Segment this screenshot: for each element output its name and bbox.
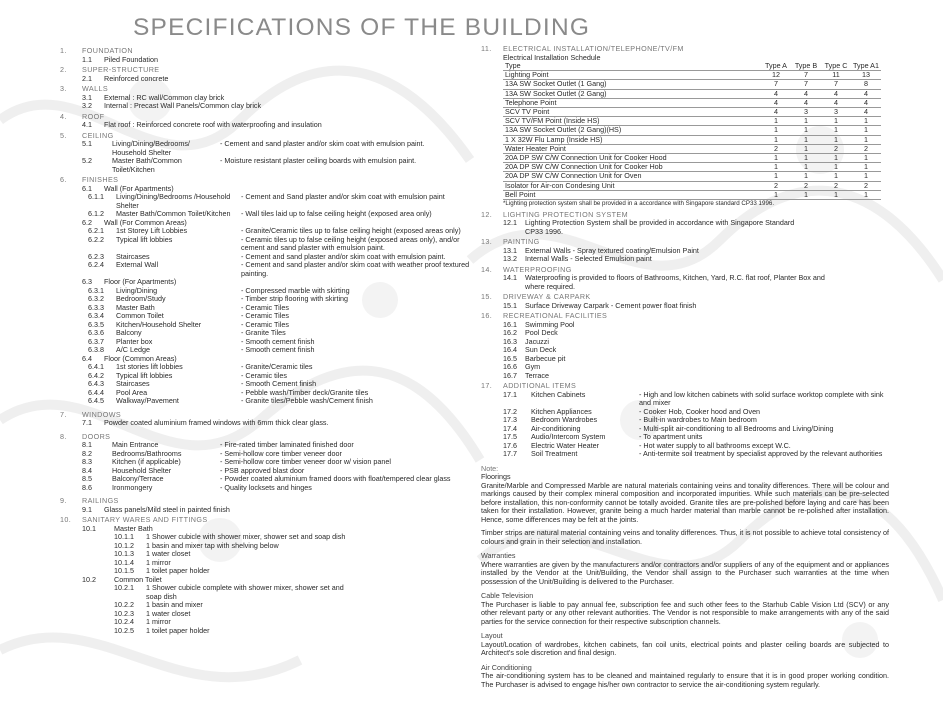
spec-item: 4.1 Flat roof : Reinforced concrete roof with waterproofing and insulation bbox=[82, 120, 322, 129]
spec-item: 6.4.4 Pool Area - Pebble wash/Timber deck/Granite tiles bbox=[88, 387, 369, 397]
spec-item: 8.4 Household Shelter - PSB approved blast door bbox=[82, 465, 305, 475]
table-cell-count: 4 bbox=[761, 108, 791, 117]
spec-item: 6.3.8 A/C Ledge - Smooth cement finish bbox=[88, 345, 315, 354]
spec-item: 16.2 Pool Deck bbox=[503, 328, 558, 338]
sub-heading: 6.3 Floor (For Apartments) bbox=[82, 277, 177, 286]
table-cell-type: Water Heater Point bbox=[503, 144, 761, 153]
spec-item: 16.4 Sun Deck bbox=[503, 345, 557, 355]
spec-item: 17.1 Kitchen Cabinets - High and low kitchen cabinets with solid surface worktop complete with sink and mixer bbox=[503, 389, 884, 408]
table-row bbox=[503, 80, 881, 89]
spec-item: 16.6 Gym bbox=[503, 362, 541, 372]
table-cell-count: 7 bbox=[821, 80, 851, 89]
schedule-title: Electrical Installation Schedule bbox=[503, 52, 601, 62]
table-cell-count: 1 bbox=[791, 163, 821, 172]
electrical-schedule-table bbox=[503, 62, 881, 200]
spec-item: 16.5 Barbecue pit bbox=[503, 353, 566, 363]
table-cell-count: 1 bbox=[791, 172, 821, 181]
note-heading: Air Conditioning bbox=[481, 662, 532, 672]
table-cell-count: 1 bbox=[791, 126, 821, 135]
table-cell-count: 1 bbox=[821, 190, 851, 199]
note-label: Note: bbox=[481, 463, 499, 473]
table-row bbox=[503, 190, 881, 199]
spec-item: 17.2 Kitchen Appliances - Cooker Hob, Cooker hood and Oven bbox=[503, 406, 761, 416]
table-cell-count: 3 bbox=[791, 108, 821, 117]
section-heading: 17. ADDITIONAL ITEMS bbox=[481, 381, 577, 391]
sub-heading: 6.2 Wall (For Common Areas) bbox=[82, 217, 187, 227]
note-heading: Layout bbox=[481, 631, 503, 641]
section-heading: 11. ELECTRICAL INSTALLATION/TELEPHONE/TV/FM bbox=[481, 44, 684, 53]
spec-item: 8.1 Main Entrance - Fire-rated timber laminated finished door bbox=[82, 440, 354, 449]
spec-item: 6.4.5 Walkway/Pavement - Granite tiles/Pebble wash/Cement finish bbox=[88, 396, 373, 405]
table-cell-type: 13A SW Socket Outlet (2 Gang) bbox=[503, 89, 761, 98]
spec-item: 17.6 Electric Water Heater - Hot water supply to all bathrooms except W.C. bbox=[503, 440, 791, 450]
section-heading: 13. PAINTING bbox=[481, 237, 540, 247]
table-cell-count: 11 bbox=[821, 71, 851, 80]
table-cell-count: 4 bbox=[791, 89, 821, 98]
section-heading: 6. FINISHES bbox=[60, 175, 119, 184]
note-heading: Floorings bbox=[481, 472, 511, 482]
spec-item: 3.1 External : RC wall/Common clay brick bbox=[82, 92, 225, 102]
spec-item: 8.5 Balcony/Terrace - Powder coated aluminium framed doors with float/tempered clear glass bbox=[82, 474, 451, 483]
table-cell-count: 1 bbox=[851, 135, 881, 144]
table-cell-count: 1 bbox=[851, 163, 881, 172]
spec-item: 13.2 Internal Walls - Selected Emulsion paint bbox=[503, 254, 652, 264]
spec-item: 10.1.5 1 toilet paper holder bbox=[114, 566, 210, 575]
table-cell-count: 1 bbox=[791, 144, 821, 153]
spec-item: 10.2.3 1 water closet bbox=[114, 608, 191, 618]
spec-item: 6.1.2 Master Bath/Common Toilet/Kitchen - Wall tiles laid up to false ceiling height (exposed area only) bbox=[88, 209, 432, 218]
table-row bbox=[503, 135, 881, 144]
table-cell-count: 2 bbox=[761, 144, 791, 153]
table-cell-count: 1 bbox=[791, 135, 821, 144]
spec-item: 17.3 Bedroom Wardrobes - Built-in wardrobes to Main bedroom bbox=[503, 415, 757, 425]
section-heading: 3. WALLS bbox=[60, 84, 109, 93]
spec-item: 17.4 Air-conditioning - Multi-split air-conditioning to all Bedrooms and Living/Dining bbox=[503, 423, 834, 433]
table-row bbox=[503, 172, 881, 181]
spec-item: 1.1 Piled Foundation bbox=[82, 54, 158, 64]
spec-item: 12.1 Lighting Protection System shall be provided in accordance with Singapore Standard CP33 1996. bbox=[503, 218, 795, 236]
spec-item: 10.1.3 1 water closet bbox=[114, 549, 191, 558]
spec-item: 6.2.3 Staircases - Cement and sand plaster and/or skim coat with emulsion paint. bbox=[88, 251, 446, 261]
spec-item: 6.2.1 1st Storey Lift Lobbies - Granite/Ceramic tiles up to false ceiling height (exposed areas only) bbox=[88, 226, 461, 235]
table-row bbox=[503, 98, 881, 107]
spec-item: 10.1.1 1 Shower cubicle with shower mixer, shower set and soap dish bbox=[114, 532, 346, 541]
table-cell-count: 1 bbox=[851, 154, 881, 163]
spec-item: 6.3.1 Living/Dining - Compressed marble with skirting bbox=[88, 285, 350, 295]
spec-item: 6.3.5 Kitchen/Household Shelter - Ceramic Tiles bbox=[88, 319, 289, 329]
spec-item: 6.4.1 1st stories lift lobbies - Granite/Ceramic tiles bbox=[88, 362, 313, 371]
spec-item: 8.6 Ironmongery - Quality locksets and hinges bbox=[82, 482, 312, 492]
table-cell-count: 1 bbox=[821, 117, 851, 126]
table-cell-count: 1 bbox=[791, 190, 821, 199]
table-cell-type: Lighting Point bbox=[503, 71, 761, 80]
table-cell-count: 13 bbox=[851, 71, 881, 80]
note-heading: Warranties bbox=[481, 551, 516, 561]
table-cell-count: 2 bbox=[821, 181, 851, 190]
section-heading: 2. SUPER-STRUCTURE bbox=[60, 65, 160, 74]
spec-item: 10.2.2 1 basin and mixer bbox=[114, 600, 203, 609]
spec-item: 15.1 Surface Driveway Carpark - Cement power float finish bbox=[503, 300, 697, 310]
spec-item: 2.1 Reinforced concrete bbox=[82, 73, 169, 83]
table-cell-count: 1 bbox=[791, 154, 821, 163]
table-cell-type: 1 X 32W Flu Lamp (Inside HS) bbox=[503, 135, 761, 144]
table-cell-count: 4 bbox=[851, 108, 881, 117]
table-cell-count: 4 bbox=[821, 89, 851, 98]
spec-item: 13.1 External Walls - Spray textured coating/Emulsion Paint bbox=[503, 245, 699, 255]
spec-item: 6.3.2 Bedroom/Study - Timber strip flooring with skirting bbox=[88, 294, 349, 303]
table-cell-count: 7 bbox=[791, 80, 821, 89]
note-paragraph: Timber strips are natural material containing veins and tonality differences. Thus, it is not possible to achieve total consistency of colours and grain in their selection and installation. bbox=[481, 528, 889, 546]
table-cell-count: 4 bbox=[761, 98, 791, 107]
spec-item: 6.4.2 Typical lift lobbies - Ceramic tiles bbox=[88, 370, 287, 380]
table-cell-count: 1 bbox=[851, 190, 881, 199]
spec-item: 16.3 Jacuzzi bbox=[503, 336, 549, 346]
spec-item: 7.1 Powder coated aluminium framed windows with 6mm thick clear glass. bbox=[82, 418, 329, 427]
table-cell-count: 1 bbox=[761, 172, 791, 181]
table-cell-count: 7 bbox=[761, 80, 791, 89]
spec-item: 10.2.1 1 Shower cubicle complete with shower mixer, shower set and soap dish bbox=[114, 583, 344, 601]
section-heading: 4. ROOF bbox=[60, 111, 105, 121]
spec-item: 10.2.4 1 mirror bbox=[114, 617, 171, 626]
table-cell-count: 12 bbox=[761, 71, 791, 80]
spec-item: 6.1.1 Living/Dining/Bedrooms /Household Shelter - Cement and Sand plaster and/or skim coat with emulsion paint bbox=[88, 192, 445, 210]
sub-heading: 6.1 Wall (For Apartments) bbox=[82, 183, 174, 193]
section-heading: 10. SANITARY WARES AND FITTINGS bbox=[60, 515, 208, 524]
spec-item: 5.1 Living/Dining/Bedrooms/ Household Shelter - Cement and sand plaster and/or skim coat with emulsion paint. bbox=[82, 139, 425, 157]
table-cell-count: 1 bbox=[761, 163, 791, 172]
table-cell-count: 1 bbox=[791, 117, 821, 126]
page-title: SPECIFICATIONS OF THE BUILDING bbox=[133, 14, 591, 41]
table-cell-count: 1 bbox=[851, 172, 881, 181]
table-cell-type: 20A DP SW C/W Connection Unit for Cooker Hob bbox=[503, 163, 761, 172]
spec-item: 8.2 Bedrooms/Bathrooms - Semi-hollow core timber veneer door bbox=[82, 448, 342, 458]
table-cell-count: 1 bbox=[821, 126, 851, 135]
table-cell-count: 1 bbox=[821, 172, 851, 181]
table-footnote: *Lighting protection system shall be provided in a accordance with Singapore standard CP33 1996. bbox=[503, 200, 775, 208]
spec-item: 10.2.5 1 toilet paper holder bbox=[114, 625, 210, 635]
table-cell-count: 4 bbox=[761, 89, 791, 98]
table-cell-count: 1 bbox=[851, 117, 881, 126]
spec-item: 6.3.3 Master Bath - Ceramic Tiles bbox=[88, 302, 289, 312]
section-heading: 8. DOORS bbox=[60, 431, 111, 441]
spec-item: 6.3.7 Planter box - Smooth cement finish bbox=[88, 336, 315, 346]
table-cell-count: 4 bbox=[821, 98, 851, 107]
spec-item: 6.4.3 Staircases - Smooth Cement finish bbox=[88, 379, 317, 388]
table-cell-count: 3 bbox=[821, 108, 851, 117]
table-cell-count: 2 bbox=[851, 181, 881, 190]
section-heading: 16. RECREATIONAL FACILITIES bbox=[481, 311, 608, 321]
table-cell-count: 1 bbox=[761, 190, 791, 199]
note-paragraph: The Purchaser is liable to pay annual fee, subscription fee and such other fees to the Starhub Cable Vision Ltd (SCV) or any other relevant party or any other relevant authorities. The Vendor is not responsible to make arrangements with any of the said parties for the service connection for their respective subscription channels. bbox=[481, 599, 889, 626]
section-heading: 9. RAILINGS bbox=[60, 496, 119, 505]
left-column bbox=[60, 45, 470, 635]
table-cell-type: Telephone Point bbox=[503, 98, 761, 107]
table-body bbox=[503, 71, 881, 200]
spec-item: 16.1 Swimming Pool bbox=[503, 319, 575, 329]
section-heading: 7. WINDOWS bbox=[60, 409, 122, 419]
table-cell-type: 13A SW Socket Outlet (2 Gang)(HS) bbox=[503, 126, 761, 135]
section-heading: 12. LIGHTING PROTECTION SYSTEM bbox=[481, 209, 629, 219]
table-cell-count: 1 bbox=[821, 154, 851, 163]
section-heading: 14. WATERPROOFING bbox=[481, 264, 572, 274]
note-paragraph: Granite/Marble and Compressed Marble are natural materials containing veins and tonality differences. There will be colour and markings caused by their complex mineral composition and incorporated impurities. While such materials can be pre-selected before installation, this non-conformity cannot be totally avoided. Granite tiles are pre-polished before laying and care has been taken for their installation. However, granite being a much harder material than marble cannot be re-polished after installation. Hence, some differences may be felt at the joints. bbox=[481, 480, 889, 524]
spec-item: 9.1 Glass panels/Mild steel in painted finish bbox=[82, 504, 230, 514]
spec-item: 6.3.6 Balcony - Granite Tiles bbox=[88, 328, 286, 337]
notes-block bbox=[481, 465, 889, 690]
table-header-row: Type Type A Type B Type C Type A1 bbox=[503, 62, 881, 71]
right-column bbox=[481, 45, 889, 689]
spec-item: 6.2.2 Typical lift lobbies - Ceramic tiles up to false ceiling height (exposed areas only), and/or cement and sand plaster with emulsion paint. bbox=[88, 234, 460, 252]
table-cell-type: SCV TV/FM Point (Inside HS) bbox=[503, 117, 761, 126]
sub-heading: 10.1 Master Bath bbox=[82, 523, 153, 533]
table-row bbox=[503, 181, 881, 190]
table-cell-count: 7 bbox=[791, 71, 821, 80]
note-heading: Cable Television bbox=[481, 591, 534, 601]
table-cell-count: 1 bbox=[761, 154, 791, 163]
table-cell-count: 8 bbox=[851, 80, 881, 89]
section-heading: 5. CEILING bbox=[60, 130, 114, 140]
table-cell-count: 4 bbox=[791, 98, 821, 107]
table-cell-type: SCV TV Point bbox=[503, 108, 761, 117]
spec-item: 6.2.4 External Wall - Cement and sand plaster and/or skim coat with weather proof textured painting. bbox=[88, 260, 470, 278]
spec-item: 5.2 Master Bath/Common Toilet/Kitchen - Moisture resistant plaster ceiling boards with emulsion paint. bbox=[82, 156, 417, 174]
spec-item: 6.3.4 Common Toilet - Ceramic Tiles bbox=[88, 311, 289, 320]
table-cell-count: 2 bbox=[821, 144, 851, 153]
note-paragraph: The air-conditioning system has to be cleaned and maintained regularly to ensure that it is in good proper working condition. The Purchaser is advised to engage his/her own contractor to service the air-conditioning system regularly. bbox=[481, 671, 889, 689]
sub-heading: 10.2 Common Toilet bbox=[82, 574, 162, 584]
spec-item: 10.1.4 1 mirror bbox=[114, 557, 171, 567]
table-cell-count: 1 bbox=[761, 126, 791, 135]
table-cell-count: 1 bbox=[821, 163, 851, 172]
spec-item: 8.3 Kitchen (if applicable) - Semi-hollow core timber veneer door w/ vision panel bbox=[82, 457, 391, 466]
spec-item: 17.7 Soil Treatment - Anti-termite soil treatment by specialist approved by the relevant authorities bbox=[503, 449, 883, 459]
spec-item: 17.5 Audio/Intercom System - To apartment units bbox=[503, 432, 703, 442]
table-cell-count: 1 bbox=[761, 135, 791, 144]
table-cell-count: 2 bbox=[791, 181, 821, 190]
table-row bbox=[503, 89, 881, 98]
table-cell-count: 2 bbox=[761, 181, 791, 190]
table-cell-count: 2 bbox=[851, 144, 881, 153]
table-cell-count: 4 bbox=[851, 98, 881, 107]
spec-item: 16.7 Terrace bbox=[503, 370, 549, 380]
table-cell-count: 1 bbox=[821, 135, 851, 144]
note-paragraph: Layout/Location of wardrobes, kitchen cabinets, fan coil units, electrical points and plaster ceiling boards are subjected to Architect's sole discretion and final design. bbox=[481, 639, 889, 658]
note-paragraph: Where warranties are given by the manufacturers and/or contractors and/or suppliers of any of the equipment and or appliances installed by the Vendor at the Unit/Building, the Vendor shall assign to the Purchaser such warranties at the time when possession of the Unit/Building is delivered to the Purchaser. bbox=[481, 559, 889, 586]
table-cell-type: Bell Point bbox=[503, 190, 761, 199]
table-cell-count: 4 bbox=[851, 89, 881, 98]
table-cell-count: 1 bbox=[851, 126, 881, 135]
table-cell-type: 20A DP SW C/W Connection Unit for Oven bbox=[503, 172, 761, 181]
sub-heading: 6.4 Floor (Common Areas) bbox=[82, 353, 177, 363]
section-heading: 1. FOUNDATION bbox=[60, 46, 133, 55]
section-heading: 15. DRIVEWAY & CARPARK bbox=[481, 292, 591, 302]
table-cell-type: 20A DP SW C/W Connection Unit for Cooker Hood bbox=[503, 154, 761, 163]
table-cell-count: 1 bbox=[761, 117, 791, 126]
table-cell-type: 13A SW Socket Outlet (1 Gang) bbox=[503, 80, 761, 89]
table-row bbox=[503, 126, 881, 135]
spec-item: 3.2 Internal : Precast Wall Panels/Common clay brick bbox=[82, 101, 262, 110]
spec-item: 10.1.2 1 basin and mixer tap with shelving below bbox=[114, 540, 279, 550]
table-cell-type: Isolator for Air-con Condesing Unit bbox=[503, 181, 761, 190]
spec-item: 14.1 Waterproofing is provided to floors of Bathrooms, Kitchen, Yard, R.C. flat roof, Planter Box and where required. bbox=[503, 273, 825, 291]
